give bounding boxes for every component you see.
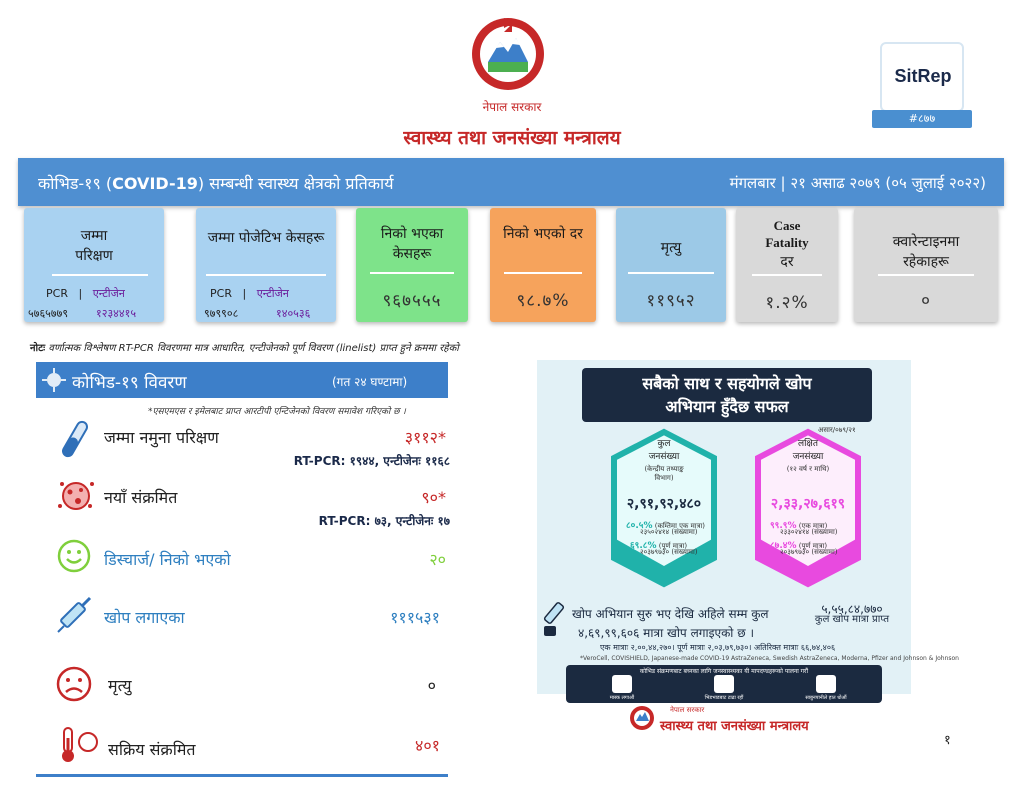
nepal-emblem-logo xyxy=(628,704,656,732)
tests-pcr-value: ५७६५७७९ xyxy=(28,307,69,320)
note-line: नोटः वर्णात्मक विश्लेषण RT-PCR विवरणमा मात्र आधारित, एन्टीजेनको पूर्ण विवरण (linelist) प्राप्त हुने क्रममा रहेको xyxy=(30,343,459,354)
campaign-text-2: ४,६९,९९,६०६ मात्रा खोप लगाइएको छ । xyxy=(578,626,755,640)
card-cfr-label-2: Fatality xyxy=(765,235,809,250)
target-pop-pct2-count: २०३७९७३० (संख्यामा) xyxy=(780,548,838,556)
virus-icon xyxy=(40,364,68,396)
target-pop-label-3: (१२ वर्ष र माथि) xyxy=(786,465,830,473)
row-total-samples-value: ३११२* xyxy=(404,428,446,447)
row-vaccinated-value: १११५३१ xyxy=(390,608,440,627)
card-total-positive xyxy=(196,208,336,322)
card-cfr-label-1: Case xyxy=(773,218,801,233)
tip-handwash: साबुनपानीले हात धोऔं xyxy=(805,695,847,701)
report-title xyxy=(38,172,393,194)
positive-pcr-value: ९७९९०८ xyxy=(204,307,239,320)
positive-antigen-value: १४०५३६ xyxy=(276,307,311,320)
target-pop-pct1-count: २३३०२४१४ (संख्यामा) xyxy=(780,528,838,536)
row-total-samples-sub: RT-PCR: १९४४, एन्टीजेनः ११६८ xyxy=(293,454,450,468)
total-pop-pct2-count: २०३७९७३० (संख्यामा) xyxy=(640,548,698,556)
row-active-value: ४०१ xyxy=(415,736,440,755)
poster-footer-text: कोभिड संक्रमणबाट बच्नका लागि जनस्वास्थ्यका यी मापदण्डहरूको पालना गरौं xyxy=(639,668,809,675)
page-number: १ xyxy=(944,733,951,748)
source-note: *एसएमएस र इमेलबाट प्राप्त आरटीपी एन्टिजेनको विवरण समावेश गरिएको छ । xyxy=(148,407,406,417)
target-pop-pct1: ९९.९% (एक मात्रा) xyxy=(770,521,828,531)
card-divider xyxy=(628,272,714,274)
mask-tip-icon xyxy=(612,675,632,693)
row-discharged-value: २० xyxy=(429,550,446,569)
syringe-icon xyxy=(54,596,94,636)
target-pop-label-1: लक्षित xyxy=(797,439,819,449)
card-total-positive-label: जम्मा पोजेटिभ केसहरू xyxy=(207,230,325,246)
tests-pcr-label: PCR | एन्टीजेन xyxy=(46,287,125,300)
row-discharged-label: डिस्चार्ज/ निको भएको xyxy=(104,550,231,569)
row-active-label: सक्रिय संक्रमित xyxy=(108,740,196,759)
thermometer-icon xyxy=(56,726,100,764)
row-new-infected-sub: RT-PCR: ७३, एन्टीजेनः १७ xyxy=(318,514,450,528)
positive-pcr-label: PCR | एन्टीजेन xyxy=(210,287,289,300)
sitrep-number: #८७७ xyxy=(872,110,972,128)
total-pop-label-2: जनसंख्या xyxy=(648,452,680,462)
row-total-samples-label: जम्मा नमुना परिक्षण xyxy=(104,428,219,447)
card-quarantine-value: ० xyxy=(921,291,931,311)
total-pop-value: २,९१,९२,४८० xyxy=(626,496,702,512)
tip-mask: मास्क लगाऔं xyxy=(609,695,635,701)
card-recovered-label: निको भएका केसहरू xyxy=(380,226,444,262)
title-bold: COVID-19 xyxy=(112,174,198,193)
poster-title-line-1: सबैको साथ र सहयोगले खोप xyxy=(642,374,812,393)
handwash-tip-icon xyxy=(816,675,836,693)
card-recovery-rate-label: निको भएको दर xyxy=(503,226,583,242)
virus-infected-icon xyxy=(54,476,98,516)
nepal-emblem-logo xyxy=(466,14,550,94)
card-quarantine-label: क्वारेन्टाइनमा रहेकाहरू xyxy=(892,234,960,270)
vaccine-brands: *VeroCell, COVISHIELD, Japanese-made COVID-19 AstraZeneca, Swedish AstraZeneca, Moderna, Pfizer and Johnson & Johnson xyxy=(580,655,959,662)
smiley-icon xyxy=(56,538,92,574)
received-total: ५,५५,८४,७७० xyxy=(821,602,883,616)
title-prefix: कोभिड-१९ ( xyxy=(38,174,113,193)
card-total-tests-label: जम्मा परिक्षण xyxy=(75,228,113,264)
covid-details-subtitle: (गत २४ घण्टामा) xyxy=(332,375,408,389)
campaign-text-1: खोप अभियान सुरु भए देखि अहिले सम्म कुल xyxy=(572,607,769,621)
poster-date: असार/०७९/२१ xyxy=(818,426,856,434)
target-pop-value: २,३३,२७,६१९ xyxy=(770,496,846,512)
card-divider xyxy=(504,272,582,274)
total-pop-pct2: ६९.८% (पूर्ण मात्रा) xyxy=(630,541,688,551)
received-label: कुल खोप मात्रा प्राप्त xyxy=(814,614,890,625)
row-deaths-value: ० xyxy=(427,676,436,695)
total-pop-pct1-count: २३५०२४१४ (संख्यामा) xyxy=(640,528,698,536)
tip-distance: भिडभाडबाट टाढा रहौं xyxy=(704,695,744,701)
sad-face-icon xyxy=(54,664,94,704)
report-date: मंगलबार | २१ असाढ २०७९ (०५ जुलाई २०२२) xyxy=(729,174,986,192)
ministry-name: स्वास्थ्य तथा जनसंख्या मन्त्रालय xyxy=(403,127,621,149)
panel-bottom-border xyxy=(36,774,448,777)
poster-government-name: नेपाल सरकार xyxy=(670,706,705,714)
test-tube-icon xyxy=(54,418,94,462)
total-pop-label-1: कुल xyxy=(657,439,671,449)
row-new-infected-label: नयाँ संक्रमित xyxy=(104,488,178,507)
card-deaths-label: मृत्यु xyxy=(660,240,682,256)
row-deaths-label: मृत्यु xyxy=(108,676,132,695)
row-new-infected-value: ९०* xyxy=(421,488,446,507)
distance-tip-icon xyxy=(714,675,734,693)
total-pop-label-3: (केन्द्रीय तथ्याङ्क विभाग) xyxy=(644,465,684,482)
card-cfr-value: १.२% xyxy=(765,293,809,313)
poster-title-line-2: अभियान हुँदैछ सफल xyxy=(665,397,789,416)
total-pop-pct1: ८०.५% (कम्तिमा एक मात्रा) xyxy=(626,521,706,531)
card-divider xyxy=(52,274,148,276)
card-divider xyxy=(206,274,326,276)
card-divider xyxy=(752,274,822,276)
card-recovery-rate-value: ९८.७% xyxy=(516,291,570,311)
row-vaccinated-label: खोप लगाएका xyxy=(104,608,185,627)
card-cfr-label-3: दर xyxy=(780,254,794,270)
card-divider xyxy=(878,274,974,276)
sitrep-title: SitRep xyxy=(894,66,952,86)
covid-details-title: कोभिड-१९ विवरण xyxy=(72,373,187,393)
syringe-icon xyxy=(540,598,570,638)
card-divider xyxy=(370,272,454,274)
card-recovered-value: ९६७५५५ xyxy=(382,291,442,311)
target-pop-pct2: ८७.४% (पूर्ण मात्रा) xyxy=(770,541,828,551)
dose-breakdown: एक मात्राः २,००,४४,२७०। पूर्ण मात्राः २,०३,७९,७३०। अतिरिक्त मात्राः ६६,७४,४०६ xyxy=(600,643,836,652)
poster-ministry-name: स्वास्थ्य तथा जनसंख्या मन्त्रालय xyxy=(660,719,809,734)
title-suffix: ) सम्बन्धी स्वास्थ्य क्षेत्रको प्रतिकार्य xyxy=(197,174,394,193)
card-deaths-value: ११९५२ xyxy=(646,291,696,311)
government-name: नेपाल सरकार xyxy=(482,100,542,114)
target-pop-label-2: जनसंख्या xyxy=(792,452,824,462)
tests-antigen-value: १२३४४१५ xyxy=(96,307,137,320)
